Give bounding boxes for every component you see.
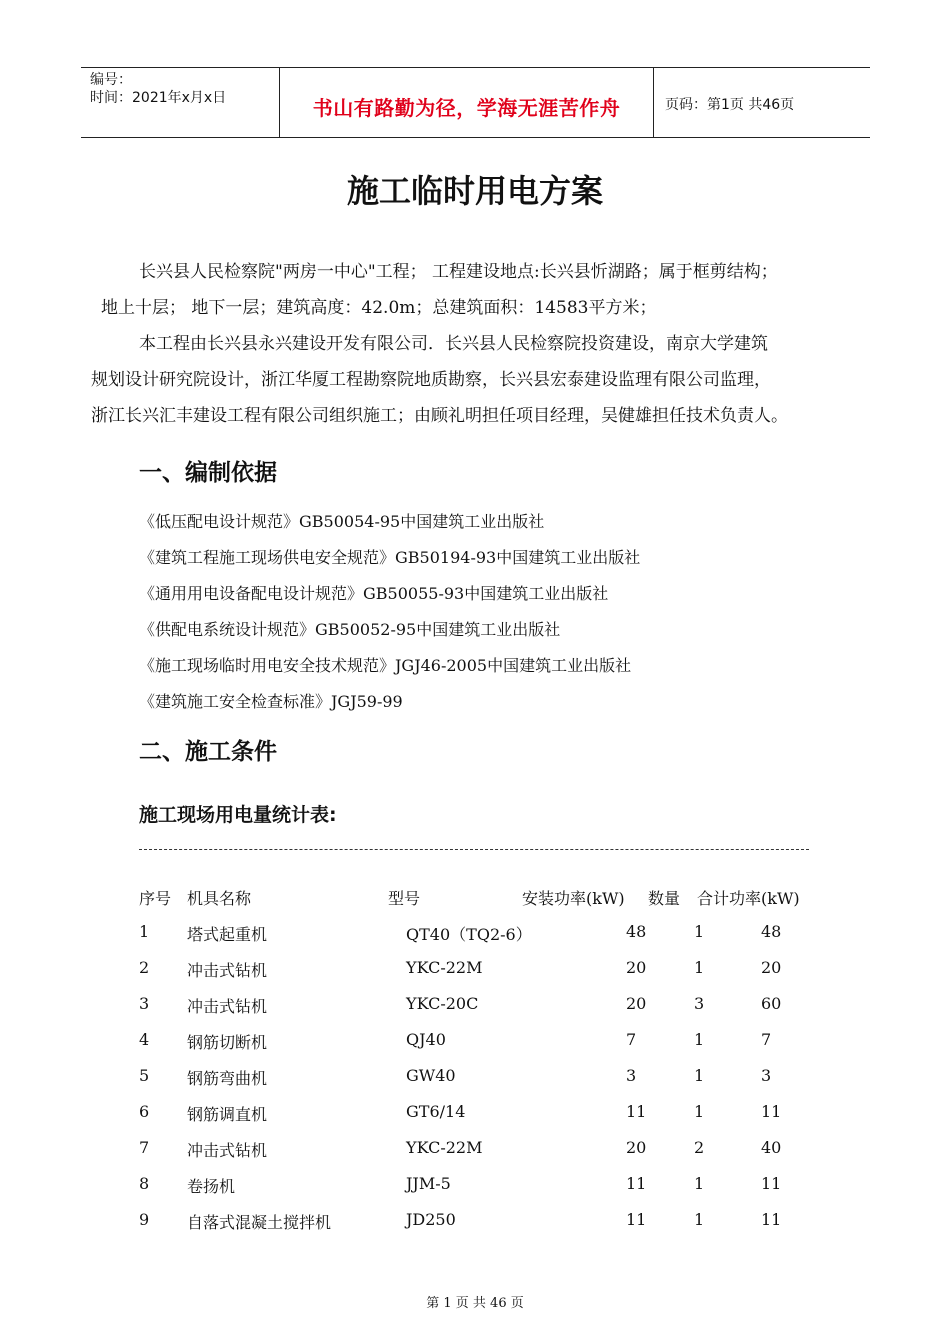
header-model: 型号: [388, 889, 421, 908]
cell-seq: 8: [139, 1174, 150, 1193]
table-row: [0, 1102, 950, 1124]
table-caption: 施工现场用电量统计表:: [139, 804, 337, 826]
cell-power: 20: [626, 994, 647, 1013]
document-title: 施工临时用电方案: [346, 172, 603, 210]
motto: 书山有路勤为径，学海无涯苦作舟: [312, 96, 621, 120]
cell-name: 自落式混凝土搅拌机: [187, 1213, 332, 1232]
cell-qty: 1: [694, 1210, 705, 1229]
section-heading: 一、编制依据: [139, 460, 277, 486]
cell-total: 40: [761, 1138, 782, 1157]
cell-qty: 1: [694, 1174, 705, 1193]
header-seq: 序号: [139, 889, 172, 908]
intro-line: 长兴县人民检察院"两房一中心"工程； 工程建设地点:长兴县忻湖路；属于框剪结构；: [139, 262, 778, 282]
cell-name: 冲击式钻机: [187, 997, 268, 1016]
cell-total: 11: [761, 1102, 782, 1121]
header-name: 机具名称: [187, 889, 252, 908]
reference-item: 《建筑工程施工现场供电安全规范》GB50194-93中国建筑工业出版社: [139, 548, 641, 567]
cell-total: 11: [761, 1210, 782, 1229]
cell-qty: 1: [694, 958, 705, 977]
table-row: [0, 1138, 950, 1160]
cell-power: 20: [626, 1138, 647, 1157]
cell-model: QJ40: [406, 1030, 446, 1049]
number-label: 编号：: [90, 72, 132, 88]
cell-qty: 1: [694, 922, 705, 941]
reference-item: 《供配电系统设计规范》GB50052-95中国建筑工业出版社: [139, 620, 561, 639]
table-row: [0, 994, 950, 1016]
cell-power: 48: [626, 922, 647, 941]
cell-name: 塔式起重机: [187, 925, 268, 944]
cell-model: YKC-22M: [406, 1138, 483, 1157]
time-label: 时间：2021年x月x日: [90, 90, 227, 106]
table-header-row: [0, 886, 950, 908]
cell-total: 20: [761, 958, 782, 977]
cell-model: JJM-5: [406, 1174, 451, 1193]
header-qty: 数量: [648, 889, 681, 908]
cell-seq: 4: [139, 1030, 150, 1049]
cell-qty: 1: [694, 1066, 705, 1085]
table-row: [0, 1210, 950, 1232]
cell-total: 3: [761, 1066, 772, 1085]
table-row: [0, 1030, 950, 1052]
cell-qty: 2: [694, 1138, 705, 1157]
cell-seq: 3: [139, 994, 150, 1013]
cell-model: YKC-22M: [406, 958, 483, 977]
reference-item: 《通用用电设备配电设计规范》GB50055-93中国建筑工业出版社: [139, 584, 609, 603]
intro-line: 本工程由长兴县永兴建设开发有限公司．长兴县人民检察院投资建设，南京大学建筑: [139, 334, 768, 354]
cell-seq: 1: [139, 922, 150, 941]
cell-name: 卷扬机: [187, 1177, 236, 1196]
section-heading: 二、施工条件: [139, 739, 277, 765]
cell-model: QT40（TQ2-6）: [406, 925, 532, 944]
table-row: [0, 922, 950, 944]
cell-model: YKC-20C: [406, 994, 479, 1013]
cell-total: 7: [761, 1030, 772, 1049]
intro-line: 地上十层； 地下一层；建筑高度：42.0m；总建筑面积：14583平方米；: [101, 298, 657, 318]
cell-power: 3: [626, 1066, 637, 1085]
reference-item: 《低压配电设计规范》GB50054-95中国建筑工业出版社: [139, 512, 545, 531]
header-meta: [81, 68, 280, 137]
page-footer: 第 1 页 共 46 页: [426, 1296, 524, 1311]
cell-seq: 7: [139, 1138, 150, 1157]
cell-power: 11: [626, 1210, 647, 1229]
cell-power: 11: [626, 1174, 647, 1193]
header-motto-cell: [280, 68, 654, 137]
cell-seq: 5: [139, 1066, 150, 1085]
dashed-divider: [139, 849, 809, 850]
cell-model: GT6/14: [406, 1102, 466, 1121]
cell-seq: 9: [139, 1210, 150, 1229]
header-power: 安装功率(kW): [522, 889, 625, 908]
cell-name: 冲击式钻机: [187, 961, 268, 980]
intro-line: 浙江长兴汇丰建设工程有限公司组织施工；由顾礼明担任项目经理，吴健雄担任技术负责人。: [91, 406, 788, 426]
header-total: 合计功率(kW): [697, 889, 800, 908]
cell-total: 60: [761, 994, 782, 1013]
reference-item: 《建筑施工安全检查标准》JGJ59-99: [139, 692, 403, 711]
table-row: [0, 1174, 950, 1196]
cell-qty: 1: [694, 1102, 705, 1121]
intro-line: 规划设计研究院设计，浙江华厦工程勘察院地质勘察，长兴县宏泰建设监理有限公司监理，: [91, 370, 771, 390]
cell-seq: 6: [139, 1102, 150, 1121]
page-info: 页码：第1页 共46页: [665, 97, 795, 113]
cell-power: 11: [626, 1102, 647, 1121]
cell-total: 11: [761, 1174, 782, 1193]
cell-model: JD250: [406, 1210, 456, 1229]
cell-name: 钢筋切断机: [187, 1033, 268, 1052]
cell-name: 冲击式钻机: [187, 1141, 268, 1160]
cell-qty: 1: [694, 1030, 705, 1049]
cell-name: 钢筋弯曲机: [187, 1069, 268, 1088]
reference-item: 《施工现场临时用电安全技术规范》JGJ46-2005中国建筑工业出版社: [139, 656, 632, 675]
cell-seq: 2: [139, 958, 150, 977]
cell-qty: 3: [694, 994, 705, 1013]
cell-model: GW40: [406, 1066, 456, 1085]
cell-power: 7: [626, 1030, 637, 1049]
table-row: [0, 1066, 950, 1088]
table-row: [0, 958, 950, 980]
document-header: [81, 67, 870, 138]
cell-name: 钢筋调直机: [187, 1105, 268, 1124]
header-page-cell: [653, 68, 870, 137]
cell-total: 48: [761, 922, 782, 941]
cell-power: 20: [626, 958, 647, 977]
